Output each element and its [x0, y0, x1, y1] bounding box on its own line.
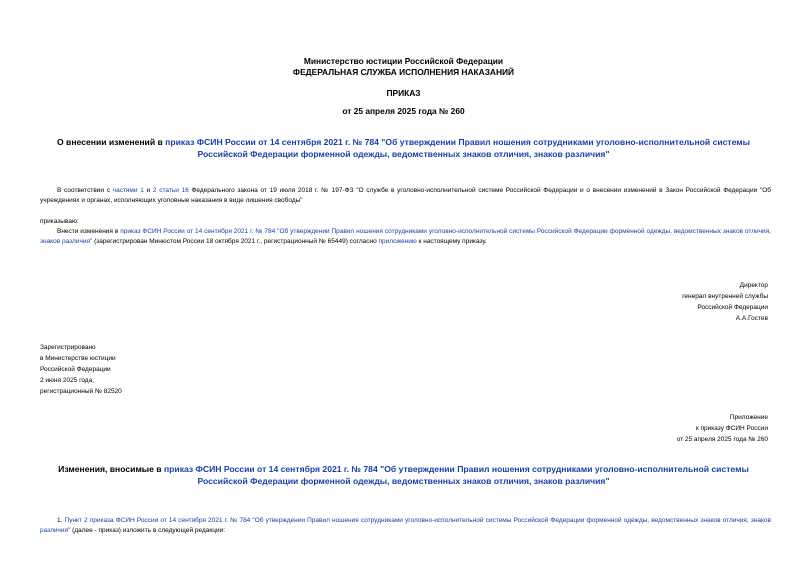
document-date-number: от 25 апреля 2025 года № 260: [342, 106, 465, 116]
appendix-link[interactable]: приложению: [378, 238, 417, 245]
document-type: ПРИКАЗ: [386, 88, 421, 98]
signature-block: [568, 280, 768, 324]
document-title: [40, 136, 767, 160]
title-order-link[interactable]: приказ ФСИН России от 14 сентября 2021 г. № 784 "Об утверждении Правил ношения сотрудниками уголовно-исполнительной системы Российской Федерации форменной одежды, ведомственных знаков отличия, знаков различия": [165, 137, 750, 159]
signer-name: А.А.Гостев: [735, 315, 768, 322]
preamble-paragraph: В соответствии с частями 1 и 2 статьи 16 Федерального закона от 19 июля 2018 г. № 197-ФЗ "О службе в уголовно-исполнительной системе Российской Федерации и о внесении изменений в Закон Российской Федерации "Об учреждениях и органах, исполняющих уголовные наказания в виде лишения свободы": [40, 187, 772, 204]
changes-title-prefix: Изменения, вносимые в: [58, 464, 164, 474]
signer-position: Директор: [739, 282, 768, 289]
document-header: [0, 56, 807, 78]
service-name: ФЕДЕРАЛЬНАЯ СЛУЖБА ИСПОЛНЕНИЯ НАКАЗАНИЙ: [292, 67, 515, 77]
amended-order-link[interactable]: приказ ФСИН России от 14 сентября 2021 г. № 784 "Об утверждении Правил ношения сотрудниками уголовно-исполнительной системы Российской Федерации форменной одежды, ведомственных знаков отличия, знаков различия": [40, 228, 771, 245]
ministry-name: Министерство юстиции Российской Федерации: [303, 56, 504, 66]
signer-rank: генерал внутренней службы: [682, 293, 768, 300]
law-article-16-link[interactable]: 2 статьи 16: [152, 187, 189, 194]
signer-country: Российской Федерации: [697, 304, 768, 311]
item-1-order-link[interactable]: Пункт 2 приказа ФСИН России от 14 сентября 2021 г. № 784 "Об утверждении Правил ношения сотрудниками уголовно-исполнительной системы Российской Федерации форменной одежды, ведомственных знаков отличия, знаков различия": [40, 517, 771, 534]
changes-title-order-link[interactable]: приказ ФСИН России от 14 сентября 2021 г. № 784 "Об утверждении Правил ношения сотрудниками уголовно-исполнительной системы Российской Федерации форменной одежды, ведомственных знаков отличия, знаков различия": [163, 464, 749, 486]
order-word: приказываю:: [40, 218, 79, 225]
changes-title: [40, 463, 767, 487]
title-prefix: О внесении изменений в: [56, 137, 166, 147]
appendix-reference: Приложение к приказу ФСИН России от 25 апреля 2025 года № 260: [676, 414, 768, 443]
law-part-1-link[interactable]: частями 1: [112, 187, 144, 194]
registration-block: Зарегистрировано в Министерстве юстиции Российской Федерации 2 июня 2025 года, регистрационный № 82520: [40, 344, 122, 395]
order-paragraph: Внести изменения в приказ ФСИН России от 14 сентября 2021 г. № 784 "Об утверждении Правил ношения сотрудниками уголовно-исполнительной системы Российской Федерации форменной одежды, ведомственных знаков отличия, знаков различия" (зарегистрирован Минюстом России 18 октября 2021 г., регистрационный № 65449) согласно приложению к настоящему приказу.: [40, 228, 771, 245]
change-item-1: 1. Пункт 2 приказа ФСИН России от 14 сентября 2021 г. № 784 "Об утверждении Правил ношения сотрудниками уголовно-исполнительной системы Российской Федерации форменной одежды, ведомственных знаков отличия, знаков различия" (далее - приказ) изложить в следующей редакции:: [40, 517, 771, 534]
